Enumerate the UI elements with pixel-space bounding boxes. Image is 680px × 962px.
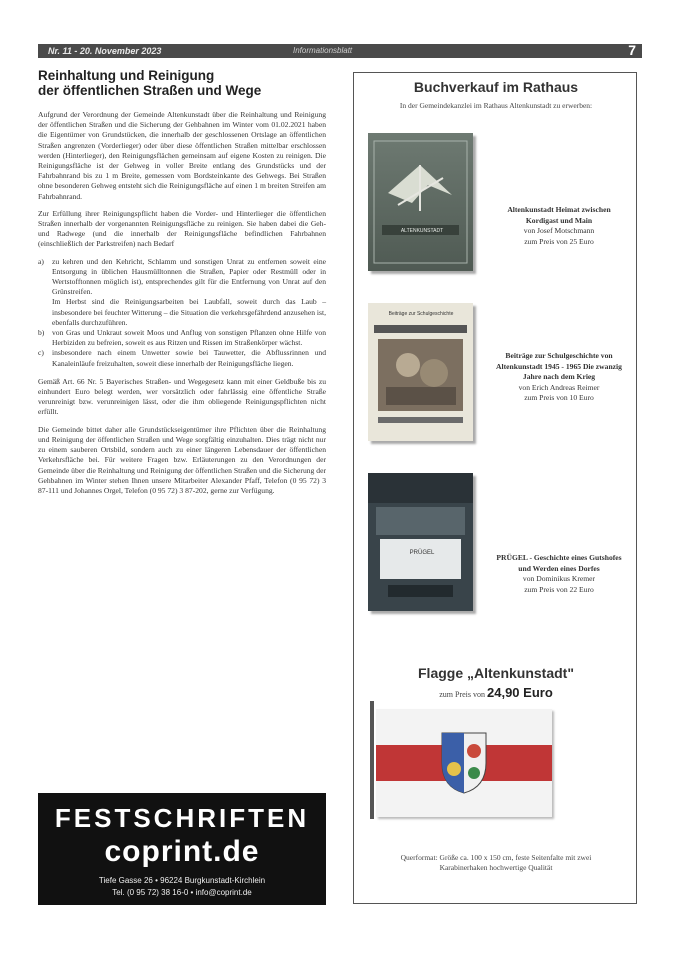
article-paragraph: Aufgrund der Verordnung der Gemeinde Altenkunstadt über die Reinhaltung und Reinigung der öffentlichen Straßen und die Sicherung der Gehbahnen im Winter vom 01.02.2021 haben die Eigentümer von Grundstücken, die innerhalb der geschlossenen Ortslage an öffentlichen Straßen angrenzen (Vorderlieger) oder über diese öffentlichen Straßen mittelbar erschlossen werden (Hinterlieger), den Reinigungsflächen gemeinsam auf eigene Kosten zu reinigen. Die Reinigungsfläche ist der Gehweg in voller Breite entlang des Grundstücks und der Fahrbahnrand bis zu 1 m Breite, gemessen vom Bordsteinkante des Gehwegs. Bei Straßen ohne besonderen Gehweg entsteht sich die Reinigungsfläche auf einen 1 m breiten Streifen am Fahrbahnrand. [38, 110, 326, 201]
book-1-info [494, 205, 624, 247]
obligations-list [38, 257, 326, 369]
list-item [38, 257, 326, 298]
book-2-title: Beiträge zur Schulgeschichte von Altenkunstadt 1945 - 1965 Die zwanzig Jahre nach dem Krieg [496, 351, 622, 381]
list-marker: c) [38, 348, 44, 358]
book-2-info [494, 351, 624, 404]
article-paragraph: Gemäß Art. 66 Nr. 5 Bayerisches Straßen- und Wegegesetz kann mit einer Geldbuße bis zu einhundert Euro belegt werden, wer vorsätzlich oder fahrlässig eine öffentliche Straße verunreinigt bzw. verunreinigen lässt, oder die ihm obliegende Reinigungspflichten nicht erfüllt. [38, 376, 326, 417]
book-3-price: zum Preis von 22 Euro [524, 584, 594, 594]
list-item-text: zu kehren und den Kehricht, Schlamm und sonstigen Unrat zu entfernen soweit eine Entsorgung in üblichen Hausmülltonnen die Straßen, Papier oder Restmüll oder in Wertstofftonnen möglich ist), entsprechendes gilt für die Entfernung von Unrat auf den Grünstreifen. [52, 256, 326, 297]
book-cover-2-label: Beiträge zur Schulgeschichte [388, 311, 454, 317]
article-paragraph: Die Gemeinde bittet daher alle Grundstückseigentümer ihre Pflichten über die Reinhaltung und Reinigung der öffentlichen Straßen und Wege sorgfältig einzuhalten. Dies trägt nicht nur zu einem sauberen Ortsbild, sondern auch zu einer längeren Lebensdauer der öffentlichen Verkehrsfläche bei. Für weitere Fragen bzw. Erläuterungen zu den Verordnungen der Gemeinde über die Reinhaltung und Reinigung der öffentlichen Straßen und die Sicherung der Gehbahnen im Winter stehen Ihnen unsere Mitarbeiter Alexander Pfaff, Telefon (0 95 72) 3 87-111 und Johannes Orgel, Telefon (0 95 72) 3 87-202, gerne zur Verfügung. [38, 424, 326, 495]
ad-headline: FESTSCHRIFTEN [54, 803, 310, 833]
article-street-cleaning [38, 68, 326, 503]
article-title-line-1: Reinhaltung und Reinigung [38, 68, 215, 83]
book-1-author: von Josef Motschmann [523, 226, 595, 235]
book-2-author: von Erich Andreas Reimer [518, 382, 600, 392]
page-header-bar [38, 44, 642, 58]
article-title-line-2: der öffentlichen Straßen und Wege [38, 83, 262, 98]
flag-description: Querformat: Größe ca. 100 x 150 cm, feste Seitenfalte mit zwei Karabinerhaken hochwertige Qualität [400, 853, 592, 872]
book-cover-1 [368, 133, 473, 271]
list-item [38, 328, 326, 348]
coprint-advertisement [38, 793, 326, 905]
ad-address: Tiefe Gasse 26 • 96224 Burgkunstadt-Kirchlein [98, 876, 266, 885]
book-cover-2 [368, 303, 473, 441]
book-cover-3 [368, 473, 473, 611]
article-paragraph: Zur Erfüllung ihrer Reinigungspflicht haben die Vorder- und Hinterlieger die öffentlichen Straßen innerhalb der vorgenannten Reinigungsfläche zu reinigen. Sie haben dabei die Geh- und Radwege (und die innerhalb der Reinigungsfläche befindlichen Fahrbahnen (einschließlich der Parkstreifen) nach Bedarf [38, 208, 326, 249]
flag-pole [370, 701, 374, 819]
book-2-price: zum Preis von 10 Euro [524, 393, 594, 402]
flag-title: Flagge „Altenkunstadt" [418, 665, 574, 681]
page-number: 7 [628, 42, 636, 58]
list-item-text: von Gras und Unkraut soweit Moos und Anflug von sonstigen Pflanzen ohne Hilfe von Herbiziden zu befreien, soweit es aus Ritzen und Rissen im Straßenkörper wächst. [52, 328, 326, 348]
ad-contact: Tel. (0 95 72) 38 16-0 • info@coprint.de [112, 888, 252, 897]
flag-price-line [354, 685, 638, 700]
coprint-logo: coprint.de [104, 835, 260, 868]
flag-price-prefix: zum Preis von [439, 690, 485, 699]
book-1-title: Altenkunstadt Heimat zwischen Kordigast und Main [507, 205, 611, 225]
list-item-continuation: Im Herbst sind die Reinigungsarbeiten bei Laubfall, soweit durch das Laub – insbesondere bei feuchter Witterung – die Situation die verkehrsgefährdend anzusehen ist, ebenfalls durchzuführen. [52, 297, 326, 327]
list-marker: a) [38, 256, 44, 266]
book-3-info [494, 553, 624, 595]
book-cover-illustration [368, 133, 473, 271]
book-sale-intro: In der Gemeindekanzlei im Rathaus Altenkunstadt zu erwerben: [399, 101, 593, 110]
article-title [38, 68, 326, 98]
list-item [38, 348, 326, 368]
section-label: Informationsblatt [293, 46, 353, 55]
book-cover-1-label: ALTENKUNSTADT [400, 228, 444, 234]
list-item-text: insbesondere nach einem Unwetter sowie bei Tauwetter, die Abflussrinnen und Kanaleinläufe freizuhalten, soweit diese innerhalb der Reinigungsfläche liegen. [52, 348, 326, 368]
book-sale-title: Buchverkauf im Rathaus [413, 79, 579, 95]
book-1-price: zum Preis von 25 Euro [524, 236, 594, 246]
book-cover-3-label: PRÜGEL [409, 550, 435, 556]
book-sale-box [353, 72, 637, 904]
list-marker: b) [38, 328, 45, 338]
coat-of-arms-icon [436, 729, 492, 795]
book-cover-illustration [368, 473, 473, 611]
issue-date: Nr. 11 - 20. November 2023 [48, 46, 162, 56]
book-3-author: von Dominikus Kremer [522, 574, 596, 583]
book-3-title: PRÜGEL - Geschichte eines Gutshofes und Werden eines Dorfes [496, 553, 622, 573]
flag-price: 24,90 Euro [487, 685, 553, 700]
flag-altenkunstadt [376, 709, 552, 817]
book-cover-illustration [368, 303, 473, 441]
